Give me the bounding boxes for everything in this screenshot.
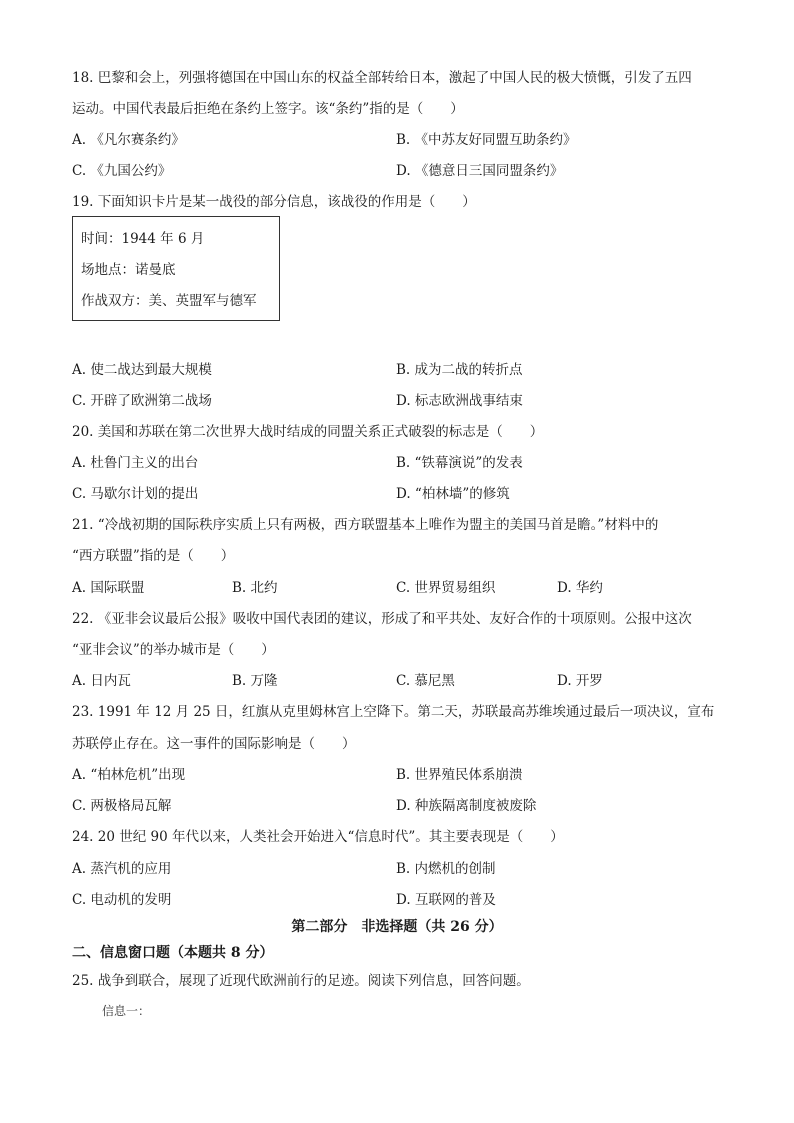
q25-info1-label: 信息一： [102,1004,151,1018]
q21-option-b[interactable]: B. 北约 [232,580,278,596]
q20-option-d[interactable]: D. “柏林墙”的修筑 [396,486,510,502]
q24-option-d[interactable]: D. 互联网的普及 [396,892,496,908]
q21-option-c[interactable]: C. 世界贸易组织 [396,580,496,596]
q22-option-a[interactable]: A. 日内瓦 [72,673,131,689]
q18-option-a[interactable]: A. 《凡尔赛条约》 [72,132,185,148]
q23-option-d[interactable]: D. 种族隔离制度被废除 [396,798,537,814]
q22-option-c[interactable]: C. 慕尼黑 [396,673,455,689]
q21-option-a[interactable]: A. 国际联盟 [72,580,145,596]
q24-option-c[interactable]: C. 电动机的发明 [72,892,172,908]
q22-option-d[interactable]: D. 开罗 [557,673,603,689]
q23-stem-line1: 23. 1991 年 12 月 25 日，红旗从克里姆林宫上空降下。第二天，苏联最高苏维埃通过最后一项决议，宣布 [72,704,715,720]
q24-stem-line1: 24. 20 世纪 90 年代以来，人类社会开始进入“信息时代”。其主要表现是（ ） [72,829,564,845]
q18-stem-line1: 18. 巴黎和会上，列强将德国在中国山东的权益全部转给日本，激起了中国人民的极大愤慨，引发了五四 [72,70,692,86]
card-place: 场地点：诺曼底 [81,262,176,278]
q22-stem-line1: 22. 《亚非会议最后公报》吸收中国代表团的建议，形成了和平共处、友好合作的十项原则。公报中这次 [72,611,692,627]
q25-stem-line1: 25. 战争到联合，展现了近现代欧洲前行的足迹。阅读下列信息，回答问题。 [72,973,530,989]
q18-option-c[interactable]: C. 《九国公约》 [72,163,172,179]
q20-option-a[interactable]: A. 杜鲁门主义的出台 [72,455,199,471]
q21-stem-line1: 21. “冷战初期的国际秩序实质上只有两极，西方联盟基本上唯作为盟主的美国马首是瞻。”材料中的 [72,517,659,533]
q18-option-b[interactable]: B. 《中苏友好同盟互助条约》 [396,132,577,148]
q18-option-d[interactable]: D. 《德意日三国同盟条约》 [396,163,564,179]
q23-stem-line2: 苏联停止存在。这一事件的国际影响是（ ） [72,736,356,752]
q24-option-b[interactable]: B. 内燃机的创制 [396,861,496,877]
q22-option-b[interactable]: B. 万隆 [232,673,278,689]
q23-option-a[interactable]: A. “柏林危机”出现 [72,767,186,783]
q19-option-b[interactable]: B. 成为二战的转折点 [396,362,523,378]
q19-option-a[interactable]: A. 使二战达到最大规模 [72,362,212,378]
q18-stem-line2: 运动。中国代表最后拒绝在条约上签字。该“条约”指的是（ ） [72,101,464,117]
q21-stem-line2: “西方联盟”指的是（ ） [72,548,235,564]
q19-option-c[interactable]: C. 开辟了欧洲第二战场 [72,393,212,409]
card-time: 时间：1944 年 6 月 [81,231,205,247]
q20-option-b[interactable]: B. “铁幕演说”的发表 [396,455,523,471]
q23-option-b[interactable]: B. 世界殖民体系崩溃 [396,767,523,783]
knowledge-card [72,216,280,321]
section2-subtitle: 二、信息窗口题（本题共 8 分） [72,945,274,961]
q20-option-c[interactable]: C. 马歇尔计划的提出 [72,486,199,502]
q22-stem-line2: “亚非会议”的举办城市是（ ） [72,642,275,658]
q20-stem-line1: 20. 美国和苏联在第二次世界大战时结成的同盟关系正式破裂的标志是（ ） [72,424,544,440]
q19-stem-line1: 19. 下面知识卡片是某一战役的部分信息，该战役的作用是（ ） [72,194,476,210]
q21-option-d[interactable]: D. 华约 [557,580,603,596]
q23-option-c[interactable]: C. 两极格局瓦解 [72,798,172,814]
q24-option-a[interactable]: A. 蒸汽机的应用 [72,861,172,877]
q19-option-d[interactable]: D. 标志欧洲战事结束 [396,393,523,409]
card-sides: 作战双方：美、英盟军与德军 [81,293,257,309]
section2-title: 第二部分 非选择题（共 26 分） [291,919,503,935]
